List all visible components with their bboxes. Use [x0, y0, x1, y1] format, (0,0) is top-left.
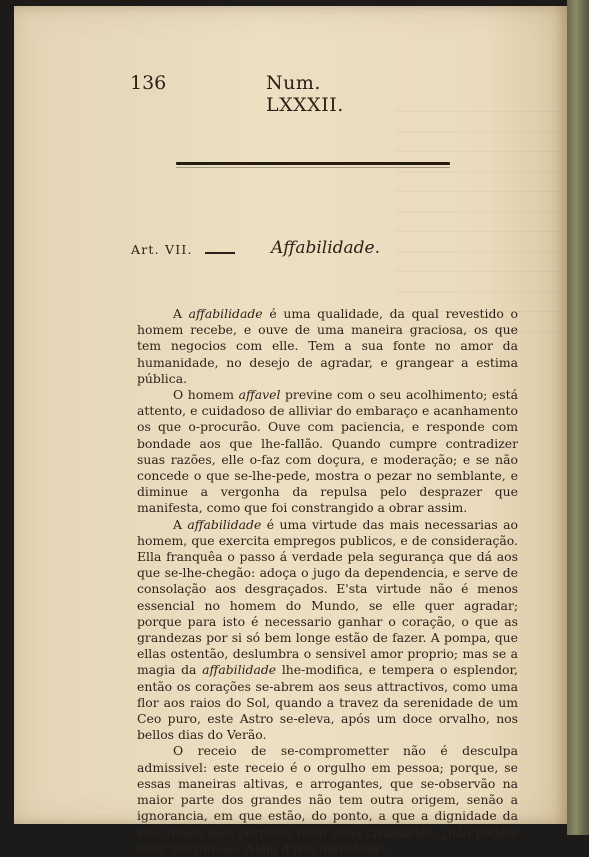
article-heading	[131, 240, 391, 266]
article-body	[137, 306, 518, 857]
paragraph-2: O homem affavel previne com o seu acolhimento; está attento, e cuidadoso de alliviar do embaraço e acanhamento os que o-procurão. Ouve com paciencia, e responde com bondade aos que lhe-fallão. Quando cumpre contradizer suas razões, elle o-faz com doçura, e moderação; e se não concede o que se-lhe-pede, mostra o pezar no semblante, e diminue a vergonha da repulsa pelo desprazer que manifesta, como que foi constrangido a obrar assim.	[137, 387, 518, 516]
emphasis: affabilidade	[202, 662, 277, 678]
emphasis: affavel	[238, 387, 281, 403]
paragraph-3: A affabilidade é uma virtude das mais necessarias ao homem, que exercita empregos publicos, e de consideração. Ella franquêa o passo á verdade pela segurança que dá aos que se-lhe-chegão: adoça o jugo da dependencia, e serve de consolação aos desgraçados. E'sta virtude não é menos essencial no homem do Mundo, se elle quer agradar; porque para isto é necessario ganhar o coração, o que as grandezas por si só bem longe estão de fazer. A pompa, que ellas ostentão, deslumbra o sensivel amor proprio; mas se a magia da affabilidade lhe-modifica, e tempera o esplendor, então os corações se-abrem aos seus attractivos, como uma flor aos raios do Sol, quando a travez da serenidade de um Ceo puro, este Astro se-eleva, após um doce orvalho, nos bellos dias do Verão.	[137, 516, 519, 743]
header-rule	[176, 162, 450, 165]
bleed-through-text	[395, 92, 560, 322]
page-number: 136	[130, 72, 167, 94]
page-header	[130, 72, 390, 116]
header-rule-shadow	[176, 167, 450, 168]
emphasis: affabilidade	[188, 306, 263, 321]
book-spine	[567, 0, 589, 835]
emphasis: affabilidade	[187, 516, 262, 532]
article-dash	[205, 252, 235, 254]
paragraph-1: A affabilidade é uma qualidade, da qual revestido o homem recebe, e ouve de uma maneira graciosa, os que tem negocios com elle. Tem a sua fonte no amor da humanidade, no desejo de agradar, e grangear a estima pública.	[137, 306, 519, 386]
article-title: Affabilidade.	[271, 238, 381, 258]
paragraph-4: O receio de se-comprometter não é desculpa admissivel: este receio é o orgulho em pessoa; porque, se essas maneiras altivas, e arrogantes, que se-observão na maior parte dos grandes não tem outra origem, senão a ignorancia, em que estão, do ponto, a que a dignidade da sua ordem lhes-permitte levar suas civilidades, ¿não podem elles instruir-se? Além d'isto não obser-	[137, 743, 518, 856]
issue-title: Num. LXXXII.	[266, 72, 344, 116]
article-label: Art. VII.	[131, 242, 193, 257]
